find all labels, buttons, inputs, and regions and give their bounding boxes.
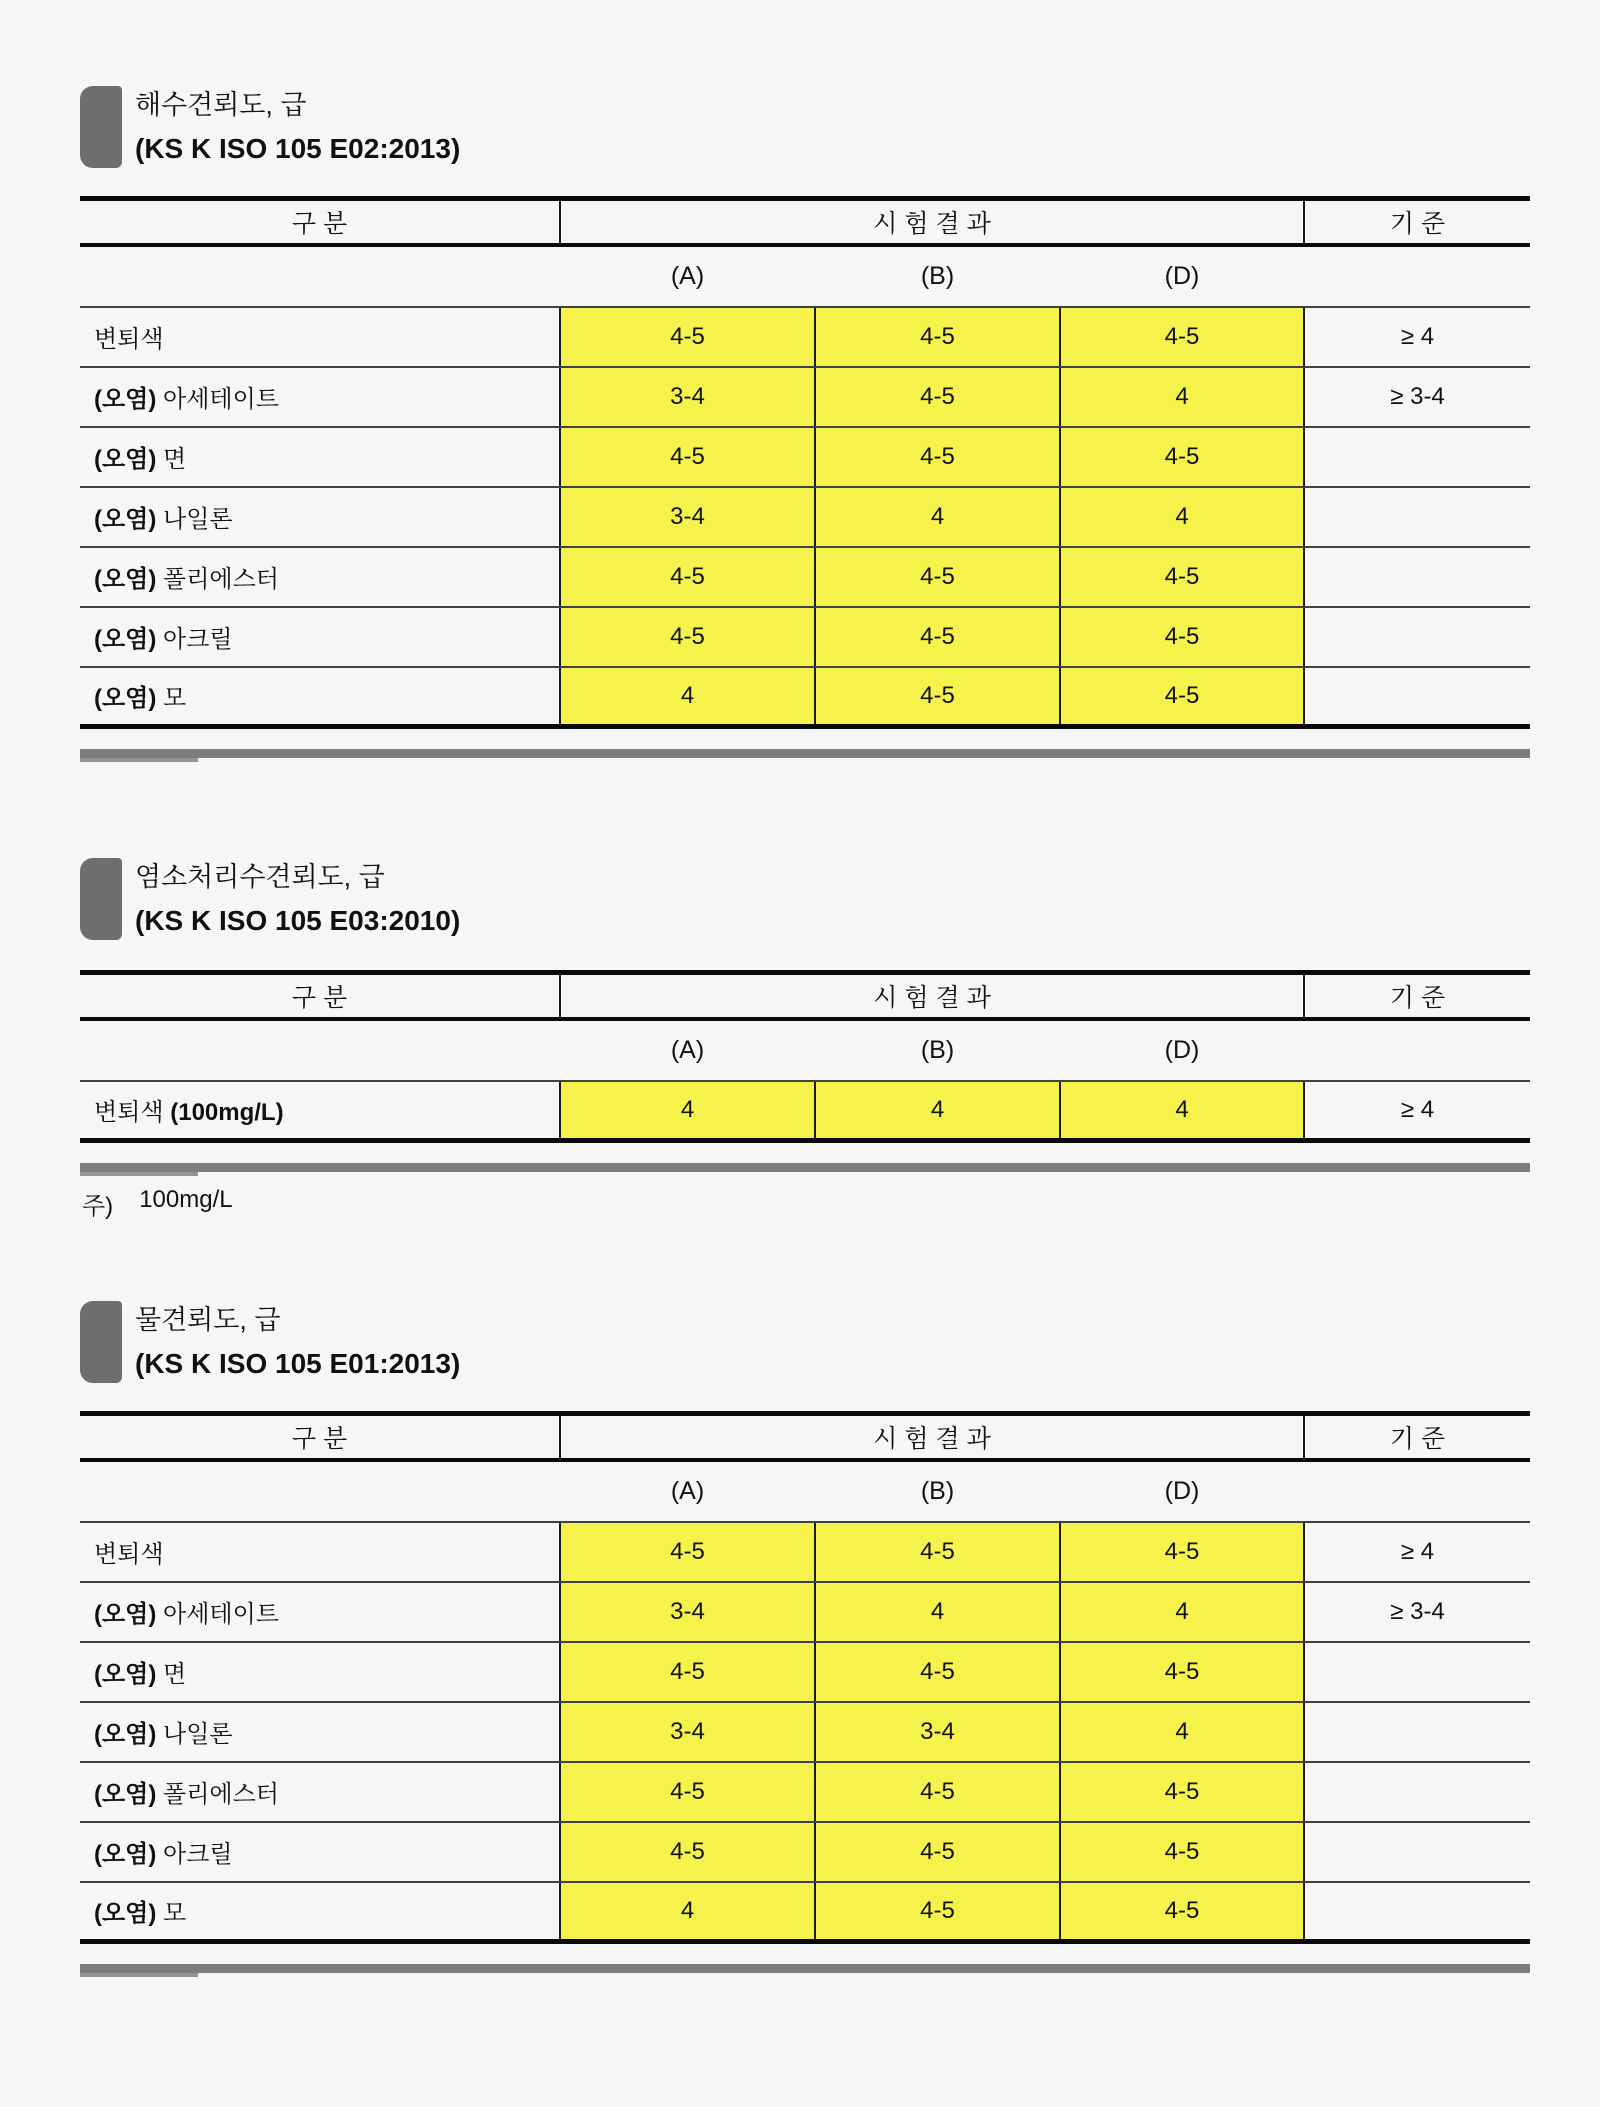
result-cell-b: 4-5 (815, 547, 1060, 607)
row-label: 아세테이트 (163, 1601, 279, 1628)
criteria-cell (1304, 487, 1530, 547)
row-label: 아세테이트 (163, 386, 279, 413)
row-label-prefix: (오염) (94, 566, 164, 593)
criteria-cell (1304, 607, 1530, 667)
subcol-d: (D) (1060, 1460, 1304, 1522)
result-cell-b: 4 (815, 1582, 1060, 1642)
result-cell-d: 4-5 (1060, 547, 1304, 607)
row-label: 아크릴 (163, 1841, 233, 1868)
section-separator-bar (80, 1163, 1530, 1172)
result-cell-d: 4 (1060, 487, 1304, 547)
col-header-criteria: 기 준 (1304, 973, 1530, 1019)
result-cell-b: 4-5 (815, 1762, 1060, 1822)
footnote (82, 1186, 1600, 1221)
result-cell-d: 4-5 (1060, 607, 1304, 667)
result-cell-a: 4-5 (560, 427, 815, 487)
col-header-criteria: 기 준 (1304, 1414, 1530, 1460)
row-label-prefix: (오염) (94, 1841, 164, 1868)
row-label: 변퇴색 (94, 326, 164, 353)
section-title: 염소처리수견뢰도, 급 (135, 862, 385, 892)
report-page (0, 86, 1600, 1973)
result-cell-a: 4-5 (560, 607, 815, 667)
row-label: 면 (163, 1661, 187, 1688)
table-header-row (80, 1414, 1530, 1460)
result-cell-d: 4 (1060, 1081, 1304, 1141)
col-header-category: 구 분 (80, 1414, 560, 1460)
table-row (80, 367, 1530, 427)
row-label-suffix: (100mg/L) (163, 1099, 284, 1127)
table-row (80, 487, 1530, 547)
row-label: 나일론 (163, 506, 233, 533)
subcol-a: (A) (560, 1019, 815, 1081)
result-cell-d: 4 (1060, 1702, 1304, 1762)
table-subheader-row (80, 1460, 1530, 1522)
result-cell-b: 4-5 (815, 427, 1060, 487)
section-standard: (KS K ISO 105 E03:2010) (135, 905, 461, 936)
subheader-empty-cell (1304, 245, 1530, 307)
result-cell-b: 4-5 (815, 367, 1060, 427)
row-label: 변퇴색 (94, 1099, 164, 1127)
criteria-cell (1304, 1702, 1530, 1762)
subcol-b: (B) (815, 245, 1060, 307)
subheader-empty-cell (80, 1460, 560, 1522)
table-row (80, 1642, 1530, 1702)
result-cell-a: 4 (560, 1081, 815, 1141)
row-label: 아크릴 (163, 626, 233, 653)
result-cell-d: 4-5 (1060, 427, 1304, 487)
row-label-prefix: (오염) (94, 1601, 164, 1628)
section-marker (80, 858, 122, 940)
criteria-cell: ≥ 4 (1304, 1522, 1530, 1582)
section-header-water (80, 1301, 1600, 1383)
subcol-b: (B) (815, 1019, 1060, 1081)
result-cell-d: 4-5 (1060, 1522, 1304, 1582)
result-cell-b: 4-5 (815, 1522, 1060, 1582)
table-row (80, 1522, 1530, 1582)
col-header-category: 구 분 (80, 973, 560, 1019)
result-cell-a: 4-5 (560, 1762, 815, 1822)
row-label-prefix: (오염) (94, 1661, 164, 1688)
subheader-empty-cell (80, 245, 560, 307)
criteria-cell (1304, 667, 1530, 727)
result-cell-d: 4-5 (1060, 1642, 1304, 1702)
result-cell-a: 4-5 (560, 547, 815, 607)
section-separator-bar (80, 749, 1530, 758)
subheader-empty-cell (80, 1019, 560, 1081)
result-cell-d: 4-5 (1060, 1762, 1304, 1822)
result-cell-a: 3-4 (560, 1582, 815, 1642)
result-cell-b: 4-5 (815, 607, 1060, 667)
table-row (80, 607, 1530, 667)
result-cell-a: 3-4 (560, 487, 815, 547)
row-label-prefix: (오염) (94, 1721, 164, 1748)
row-label-prefix: (오염) (94, 685, 164, 713)
result-cell-a: 3-4 (560, 367, 815, 427)
section-standard: (KS K ISO 105 E02:2013) (135, 133, 461, 164)
criteria-cell (1304, 547, 1530, 607)
table-row (80, 1822, 1530, 1882)
footnote-text: 100mg/L (139, 1186, 233, 1213)
table-row (80, 427, 1530, 487)
section-header-seawater (80, 86, 1600, 168)
table-subheader-row (80, 1019, 1530, 1081)
section-marker (80, 1301, 122, 1383)
result-cell-b: 3-4 (815, 1702, 1060, 1762)
seawater-fastness-table (80, 196, 1530, 729)
row-label-prefix: (오염) (94, 446, 164, 473)
footnote-label: 주) (82, 1193, 114, 1220)
criteria-cell (1304, 1762, 1530, 1822)
criteria-cell: ≥ 4 (1304, 1081, 1530, 1141)
subcol-d: (D) (1060, 245, 1304, 307)
row-label: 면 (163, 446, 187, 473)
row-label: 모 (163, 685, 187, 713)
table-row (80, 667, 1530, 727)
col-header-result: 시 험 결 과 (560, 1414, 1304, 1460)
result-cell-d: 4-5 (1060, 667, 1304, 727)
table-row (80, 547, 1530, 607)
table-header-row (80, 199, 1530, 245)
result-cell-b: 4-5 (815, 1642, 1060, 1702)
subheader-empty-cell (1304, 1460, 1530, 1522)
subcol-b: (B) (815, 1460, 1060, 1522)
section-header-chlorinated-water (80, 858, 1600, 940)
criteria-cell: ≥ 4 (1304, 307, 1530, 367)
table-row (80, 1582, 1530, 1642)
water-fastness-table (80, 1411, 1530, 1944)
subcol-d: (D) (1060, 1019, 1304, 1081)
criteria-cell (1304, 1822, 1530, 1882)
row-label: 나일론 (163, 1721, 233, 1748)
result-cell-a: 4 (560, 1882, 815, 1942)
row-label: 폴리에스터 (163, 566, 279, 593)
result-cell-b: 4 (815, 487, 1060, 547)
table-header-row (80, 973, 1530, 1019)
result-cell-a: 4-5 (560, 307, 815, 367)
criteria-cell (1304, 1642, 1530, 1702)
criteria-cell: ≥ 3-4 (1304, 1582, 1530, 1642)
row-label-prefix: (오염) (94, 626, 164, 653)
row-label-prefix: (오염) (94, 506, 164, 533)
result-cell-a: 4-5 (560, 1522, 815, 1582)
col-header-criteria: 기 준 (1304, 199, 1530, 245)
result-cell-b: 4-5 (815, 307, 1060, 367)
row-label-prefix: (오염) (94, 1781, 164, 1808)
table-row (80, 1762, 1530, 1822)
row-label: 모 (163, 1900, 187, 1928)
section-separator-bar (80, 1964, 1530, 1973)
criteria-cell (1304, 1882, 1530, 1942)
col-header-result: 시 험 결 과 (560, 199, 1304, 245)
result-cell-d: 4-5 (1060, 307, 1304, 367)
result-cell-d: 4-5 (1060, 1882, 1304, 1942)
result-cell-a: 4-5 (560, 1642, 815, 1702)
table-subheader-row (80, 245, 1530, 307)
table-row (80, 307, 1530, 367)
section-marker (80, 86, 122, 168)
row-label-prefix: (오염) (94, 1900, 164, 1928)
result-cell-b: 4-5 (815, 1882, 1060, 1942)
row-label-prefix: (오염) (94, 386, 164, 413)
subcol-a: (A) (560, 1460, 815, 1522)
result-cell-d: 4 (1060, 1582, 1304, 1642)
table-row (80, 1081, 1530, 1141)
result-cell-d: 4 (1060, 367, 1304, 427)
subcol-a: (A) (560, 245, 815, 307)
col-header-result: 시 험 결 과 (560, 973, 1304, 1019)
result-cell-a: 4 (560, 667, 815, 727)
subheader-empty-cell (1304, 1019, 1530, 1081)
result-cell-b: 4 (815, 1081, 1060, 1141)
col-header-category: 구 분 (80, 199, 560, 245)
result-cell-a: 3-4 (560, 1702, 815, 1762)
row-label: 변퇴색 (94, 1541, 164, 1568)
section-title: 해수견뢰도, 급 (135, 90, 307, 120)
result-cell-b: 4-5 (815, 667, 1060, 727)
row-label: 폴리에스터 (163, 1781, 279, 1808)
result-cell-a: 4-5 (560, 1822, 815, 1882)
result-cell-b: 4-5 (815, 1822, 1060, 1882)
criteria-cell (1304, 427, 1530, 487)
chlorinated-water-fastness-table (80, 970, 1530, 1143)
criteria-cell: ≥ 3-4 (1304, 367, 1530, 427)
result-cell-d: 4-5 (1060, 1822, 1304, 1882)
section-title: 물견뢰도, 급 (135, 1305, 281, 1335)
section-standard: (KS K ISO 105 E01:2013) (135, 1348, 461, 1379)
table-row (80, 1882, 1530, 1942)
table-row (80, 1702, 1530, 1762)
